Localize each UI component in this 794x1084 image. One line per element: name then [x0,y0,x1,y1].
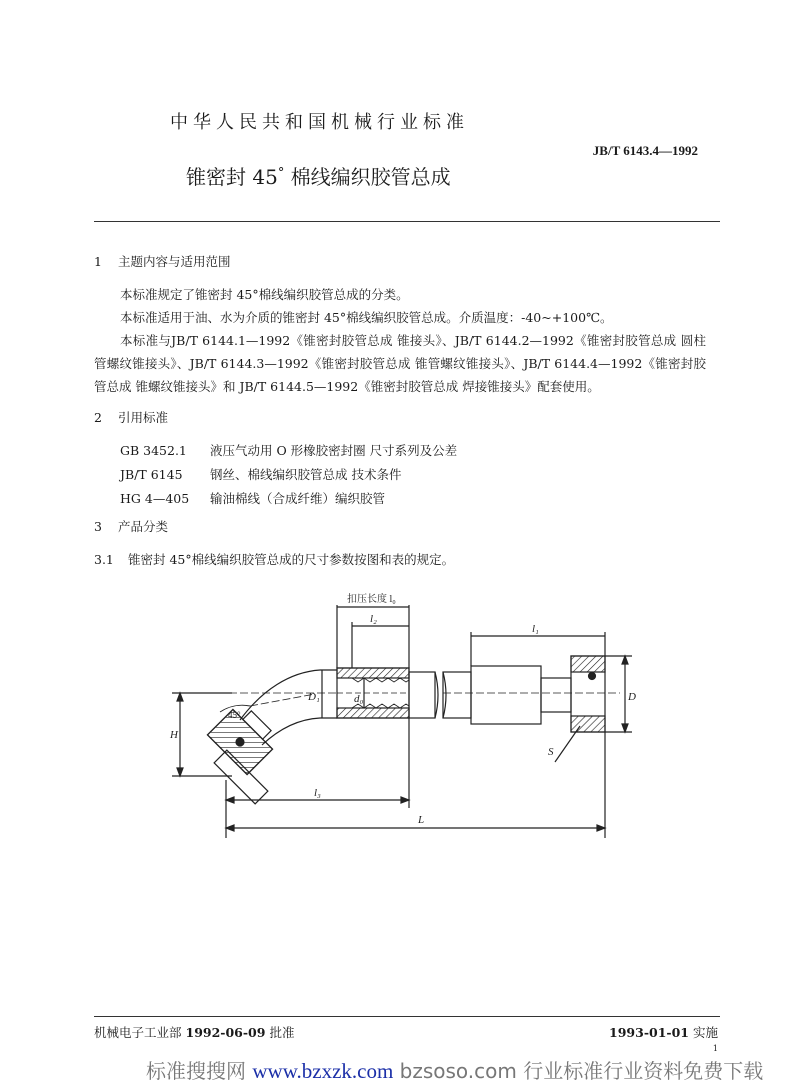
approval-line [94,1023,294,1041]
paragraph: 本标准适用于油、水为介质的锥密封 45°棉线编织胶管总成。介质温度：-40~+100℃。 [120,310,613,325]
reference-title: 输油棉线（合成纤维）编织胶管 [209,491,385,506]
approval-org: 机械电子工业部 [94,1025,182,1040]
doc-title-part-b: 棉线编织胶管总成 [284,165,451,189]
L-label: L [418,814,425,826]
H-label: H [170,729,178,741]
reference-title: 液压气动用 O 形橡胶密封圈 尺寸系列及公差 [209,443,458,458]
effective-line [609,1023,718,1041]
approval-suffix: 批准 [269,1025,295,1040]
l3-label: l₃ [314,787,321,799]
S-label: S [548,746,554,758]
page-number: 1 [712,1044,718,1053]
D1-label: D₁ [308,691,320,703]
doc-title-degree: ° [277,165,285,181]
reference-title: 钢丝、棉线编织胶管总成 技术条件 [209,467,402,482]
section-title: 引用标准 [117,410,168,425]
crimp-length-label: 扣压长度 l₀ [347,594,396,605]
reference-code: GB 3452.1 [120,443,187,458]
reference-code: HG 4—405 [120,491,190,506]
subsection-number: 3.1 [94,552,114,567]
effective-date: 1993-01-01 [609,1025,689,1040]
watermark-url: www.bzxzk.com [252,1059,394,1083]
reference-code: JB/T 6145 [120,467,183,482]
watermark-right: bzsoso.com 行业标准行业资料免费下载 [399,1059,764,1083]
section-number: 3 [94,519,102,534]
angle-label: 45° [228,710,241,720]
paragraph: 本标准与JB/T 6144.1—1992《锥密封胶管总成 锥接头》、JB/T 6144.2—1992《锥密封胶管总成 圆柱管螺纹锥接头》、JB/T 6144.3—1992《锥密封胶管总成 锥管螺纹锥接头》、JB/T 6144.4—1992《锥密封胶管总成 锥螺纹锥接头》和 JB/T 6144.5—1992《锥密封胶管总成 焊接锥接头》配套使用。 [94,333,706,394]
l1-label: l₁ [532,623,539,635]
effective-suffix: 实施 [692,1025,718,1040]
org-title: 中华人民共和国机械行业标准 [170,112,469,133]
approval-date: 1992-06-09 [185,1025,266,1040]
paragraph: 本标准规定了锥密封 45°棉线编织胶管总成的分类。 [120,287,409,302]
footer-divider [94,1016,720,1017]
section-number: 2 [94,410,102,425]
standard-code: JB/T 6143.4—1992 [592,143,698,158]
D-label: D [628,691,636,703]
section-title: 产品分类 [117,519,168,534]
d0-label: d₀ [354,693,364,705]
watermark-left: 标准搜搜网 [146,1059,246,1083]
section-title: 主题内容与适用范围 [117,254,231,269]
subsection-text: 锥密封 45°棉线编织胶管总成的尺寸参数按图和表的规定。 [127,552,455,567]
l2-label: l₂ [370,613,377,625]
watermark [146,1055,763,1084]
section-number: 1 [94,254,102,269]
doc-title-part-a: 锥密封 45 [186,165,278,189]
